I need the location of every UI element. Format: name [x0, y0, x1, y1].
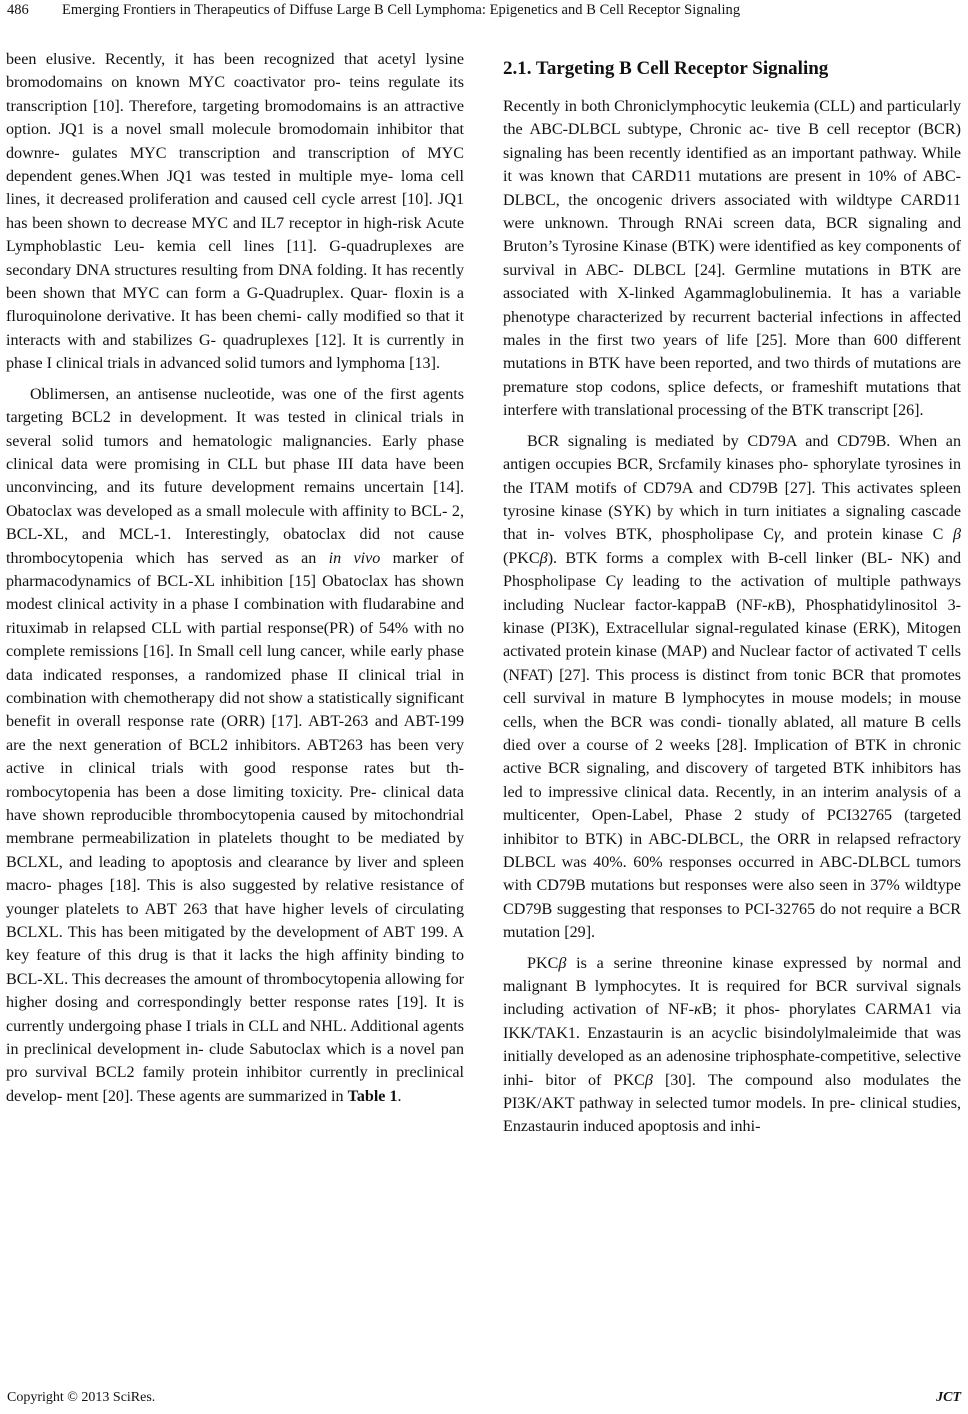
right-column: [503, 48, 961, 1139]
section-heading: 2.1. Targeting B Cell Receptor Signaling: [503, 58, 829, 79]
paragraph-bcr-cascade: BCR signaling is mediated by CD79A and CD79B. When an antigen occupies BCR, Srcfamily kinases pho- sphorylate tyrosines in the ITAM motifs of CD79A and CD79B [27]. This activates spleen tyrosine kinase (SYK) by which in turn initiates a signaling cascade that in- volves BTK, phospholipase Cγ, and protein kinase C β (PKCβ). BTK forms a complex with B-cell linker (BL- NK) and Phospholipase Cγ leading to the activation of multiple pathways including Nuclear factor-kappaB (NF-κB), Phosphatidylinositol 3-kinase (PI3K), Extracellular signal-regulated kinase (ERK), Mitogen activated protein kinase (MAP) and Nuclear factor of activated T cells (NFAT) [27]. This process is distinct from tonic BCR that promotes cell survival in mature B lymphocytes in mouse models; in mouse cells, when the BCR was condi- tionally ablated, all mature B cells died over a course of 2 weeks [28]. Implication of BTK in chronic active BCR signaling, and discovery of targeted BTK inhibitors has led to impressive clinical data. Recently, in an interim analysis of a multicenter, Open-Label, Phase 2 study of PCI32765 (targeted inhibitor to BTK) in ABC-DLBCL, the ORR in relapsed refractory DLBCL was 40%. 60% responses occurred in ABC-DLBCL tumors with CD79B mutations but responses were also seen in 37% wildtype CD79B suggesting that responses to PCI-32765 do not require a BCR mutation [29].: [503, 432, 961, 942]
paragraph-myc-bromodomains: been elusive. Recently, it has been recognized that acetyl lysine bromodomains on known MYC coactivator pro- teins regulate its transcription [10]. Therefore, targeting bromodomains is an attractive option. JQ1 is a novel small molecule bromodomain inhibitor that downre- gulates MYC transcription and transcription of MYC dependent genes.When JQ1 was tested in multiple mye- loma cell lines, it decreased proliferation and caused cell cycle arrest [10]. JQ1 has been shown to decrease MYC and IL7 receptor in high-risk Acute Lymphoblastic Leu- kemia cell lines [11]. G-quadruplexes are secondary DNA structures resulting from DNA folding. It has recently been shown that MYC can form a G-Quadruplex. Quar- floxin is a fluroquinolone derivative. It has been chemi- cally modified so that it interacts with and stabilizes G- quadruplexes [12]. It is currently in phase I clinical trials in advanced solid tumors and lymphoma [13].: [6, 51, 464, 373]
italic-in-vivo: in vivo: [328, 549, 381, 567]
copyright-notice: Copyright © 2013 SciRes.: [7, 1390, 156, 1405]
left-column: [6, 48, 464, 1108]
running-title: Emerging Frontiers in Therapeutics of Diffuse Large B Cell Lymphoma: Epigenetics and B Cell Receptor Signaling: [62, 2, 741, 18]
page-footer: [0, 1390, 968, 1412]
journal-abbreviation: JCT: [936, 1390, 961, 1405]
paragraph-pkc-beta: PKCβ is a serine threonine kinase expressed by normal and malignant B lymphocytes. It is required for BCR survival signals including activation of NF-κB; it phos- phorylates CARMA1 via IKK/TAK1. Enzastaurin is an acyclic bisindolylmaleimide that was initially developed as an adenosine triphosphate-competitive, selective inhi- bitor of PKCβ [30]. The compound also modulates the PI3K/AKT pathway in selected tumor models. In pre- clinical studies, Enzastaurin induced apoptosis and inhi-: [503, 954, 962, 1136]
page-number: 486: [7, 2, 29, 18]
table-reference[interactable]: Table 1: [347, 1087, 398, 1105]
running-header: [0, 0, 968, 24]
paragraph-bcl2-inhibitors: Oblimersen, an antisense nucleotide, was one of the first agents targeting BCL2 in development. It was tested in clinical trials in several solid tumors and hematologic malignancies. Early phase clinical data were promising in CLL but phase III data have been unconvincing, and its future development remains uncertain [14]. Obatoclax was developed as a small molecule with affinity to BCL- 2, BCL-XL, and MCL-1. Interestingly, obatoclax did not cause thrombocytopenia which has served as an in vivo marker of pharmacodynamics of BCL-XL inhibition [15] Obatoclax has shown modest clinical activity in a phase I combination with fludarabine and rituximab in relapsed CLL with partial response(PR) of 54% with no complete remissions [16]. In Small cell lung cancer, while early phase data indicated responses, a randomized phase II clinical trial in combination with chemotherapy did not show a statistically significant benefit in overall response rate (ORR) [17]. ABT-263 and ABT-199 are the next generation of BCL2 inhibitors. ABT263 has been very active in clinical trials with good response rates but th- rombocytopenia has been a dose limiting toxicity. Pre- clinical data have shown reproducible thrombocytopenia caused by mitochondrial membrane permeabilization in platelets thought to be mediated by BCLXL, and leading to apoptosis and clearance by liver and spleen macro- phages [18]. This is also suggested by relative resistance of younger platelets to ABT 263 that have higher levels of circulating BCLXL. This has been mitigated by the development of ABT 199. A key feature of this drug is that it lacks the high affinity binding to BCL-XL. This decreases the amount of thrombocytopenia allowing for higher dosing and correspondingly better response rates [19]. It is currently undergoing phase I trials in CLL and NHL. Additional agents in preclinical development in- clude Sabutoclax which is a novel pan pro survival BCL2 family protein inhibitor currently in preclinical develop- ment [20]. These agents are summarized in Table 1.: [6, 385, 464, 1105]
paragraph-bcr-signaling-intro: Recently in both Chroniclymphocytic leukemia (CLL) and particularly the ABC-DLBCL subtype, Chronic ac- tive B cell receptor (BCR) signaling has been recently identified as an important pathway. While it was known that CARD11 mutations are present in 10% of ABC- DLBCL, the oncogenic drivers associated with wildtype CARD11 were unknown. Through RNAi screen data, BCR signaling and Bruton’s Tyrosine Kinase (BTK) were identified as key components of survival in ABC- DLBCL [24]. Germline mutations in BTK are associated with X-linked Agammaglobulinemia. It has a variable phenotype characterized by recurrent bacterial infections in affected males in the first two years of life [25]. More than 600 different mutations in BTK have been reported, and two thirds of mutations are premature stop codons, splice defects, or frameshift mutations that interfere with translational processing of the BTK transcript [26].: [503, 98, 961, 420]
